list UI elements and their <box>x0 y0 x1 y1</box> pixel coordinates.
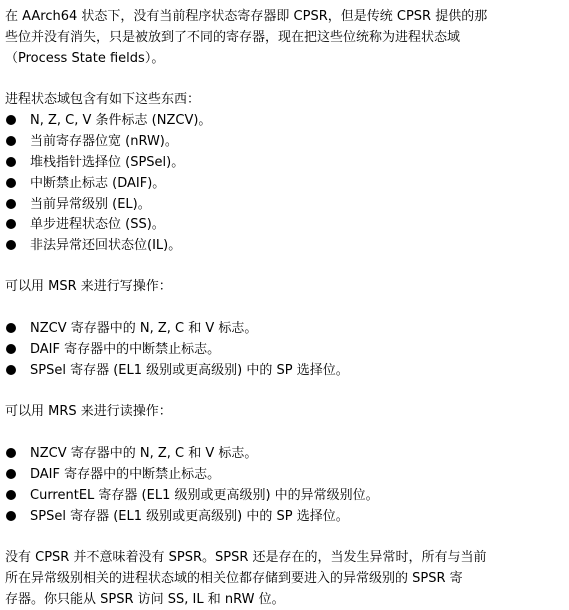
bullet-icon <box>6 136 16 146</box>
bullet-icon <box>6 219 16 229</box>
list-item-text: SPSel 寄存器 (EL1 级别或更高级别) 中的 SP 选择位。 <box>30 509 349 524</box>
bullet-icon <box>6 115 16 125</box>
bullet-icon <box>6 240 16 250</box>
conclusion-line-3: 存器。你只能从 SPSR 访问 SS, IL 和 nRW 位。 <box>5 592 285 607</box>
bullet-icon <box>6 344 16 354</box>
intro-line-2: 些位并没有消失，只是被放到了不同的寄存器，现在把这些位统称为进程状态域 <box>5 30 461 45</box>
mrs-heading: 可以用 MRS 来进行读操作： <box>5 404 172 419</box>
list-item-text: DAIF 寄存器中的中断禁止标志。 <box>30 467 221 482</box>
list-item-text: NZCV 寄存器中的 N, Z, C 和 V 标志。 <box>30 446 258 461</box>
list-item <box>6 235 566 256</box>
list-item-text: CurrentEL 寄存器 (EL1 级别或更高级别) 中的异常级别位。 <box>30 488 379 503</box>
bullet-icon <box>6 365 16 375</box>
list-item <box>6 152 566 173</box>
list-item <box>6 360 566 381</box>
fields-heading: 进程状态域包含有如下这些东西： <box>5 92 201 107</box>
bullet-icon <box>6 199 16 209</box>
list-item-text: 中断禁止标志 (DAIF)。 <box>30 176 166 191</box>
bullet-icon <box>6 178 16 188</box>
list-item-text: N, Z, C, V 条件标志 (NZCV)。 <box>30 113 212 128</box>
bullet-icon <box>6 323 16 333</box>
list-item <box>6 443 566 464</box>
list-item <box>6 110 566 131</box>
bullet-icon <box>6 511 16 521</box>
list-item-text: 当前寄存器位宽 (nRW)。 <box>30 134 178 149</box>
list-item <box>6 464 566 485</box>
msr-heading: 可以用 MSR 来进行写操作： <box>5 279 172 294</box>
list-item <box>6 318 566 339</box>
intro-line-3: （Process State fields）。 <box>5 51 165 66</box>
list-item-text: DAIF 寄存器中的中断禁止标志。 <box>30 342 221 357</box>
list-item-text: 当前异常级别 (EL)。 <box>30 197 151 212</box>
bullet-icon <box>6 469 16 479</box>
bullet-icon <box>6 157 16 167</box>
list-item-text: 堆栈指针选择位 (SPSel)。 <box>30 155 185 170</box>
conclusion-line-1: 没有 CPSR 并不意味着没有 SPSR。SPSR 还是存在的，当发生异常时，所有与当前 <box>5 550 487 565</box>
list-item <box>6 131 566 152</box>
list-item <box>6 194 566 215</box>
list-item-text: SPSel 寄存器 (EL1 级别或更高级别) 中的 SP 选择位。 <box>30 363 349 378</box>
list-item <box>6 339 566 360</box>
conclusion-line-2: 所在异常级别相关的进程状态域的相关位都存储到要进入的异常级别的 SPSR 寄 <box>5 571 463 586</box>
list-item-text: NZCV 寄存器中的 N, Z, C 和 V 标志。 <box>30 321 258 336</box>
list-item <box>6 173 566 194</box>
bullet-icon <box>6 448 16 458</box>
list-item <box>6 485 566 506</box>
list-item-text: 非法异常还回状态位(IL)。 <box>30 238 182 253</box>
bullet-icon <box>6 490 16 500</box>
list-item-text: 单步进程状态位 (SS)。 <box>30 217 165 232</box>
intro-line-1: 在 AArch64 状态下，没有当前程序状态寄存器即 CPSR，但是传统 CPSR 提供的那 <box>5 9 488 24</box>
list-item <box>6 214 566 235</box>
list-item <box>6 506 566 527</box>
